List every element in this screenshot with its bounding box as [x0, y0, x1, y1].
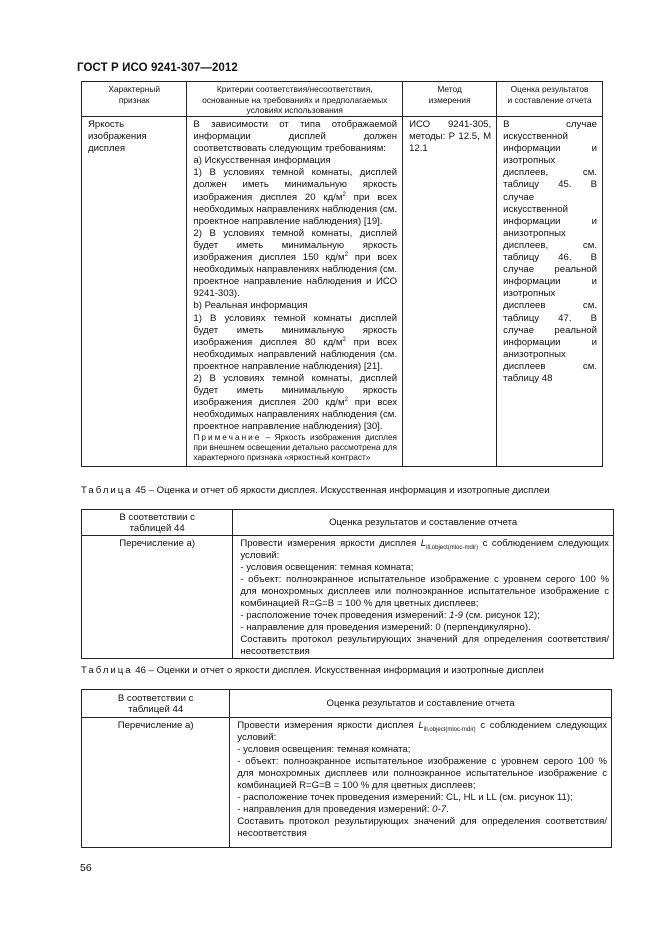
criteria-real-1: 1) В условиях темной комнаты дисплей будет иметь минимальную яркость изображения дисплея 80 $кд/м^2$ при всех необходимых направлений наблюдения (см. проектное направление наблюдения) [21]. — [193, 312, 398, 372]
table45-caption-text: 45 – Оценка и отчет об яркости дисплея. Искусственная информация и изотропные дисплеи — [132, 485, 550, 496]
table45-line-direction: - направление для проведения измерений: 0 (перпендикулярно). — [240, 622, 531, 633]
main-table-row — [82, 117, 603, 467]
table45-caption-label: Таблица — [81, 485, 133, 496]
table46-caption-label: Таблица — [81, 665, 133, 676]
table46-header-right: Оценка результатов и составление отчета — [230, 690, 612, 718]
table46-line-report: Составить протокол результирующих значений для определения соответствия/несоответствия — [237, 816, 607, 839]
table45-header-right: Оценка результатов и составление отчета — [233, 510, 614, 536]
table45-header-row — [82, 510, 614, 536]
table45-line-report: Составить протокол результирующих значений для определения соответствия/несоответствия — [240, 634, 609, 657]
header-feature: Характерный признак — [82, 82, 187, 117]
table45-row-label: Перечисление а) — [82, 536, 233, 659]
table46-caption — [81, 665, 609, 676]
criteria-intro: В зависимости от типа отображаемой информации дисплей должен соответствовать следующим требованиям: — [193, 119, 398, 155]
table46-luminance-subscript: ill,object(mloc-mdir) — [423, 726, 476, 733]
criteria-artificial-2: 2) В условиях темной комнаты, дисплей будет иметь минимальную яркость изображения дисплея 150 $кд/м^2$ при всех необходимых направлениях наблюдения (см. проектное направление наблюдения и ИСО 9241-303). — [193, 227, 398, 300]
table46-line-measure: Провести измерения яркости дисплея $L_{ill,object(mloc-mdir)}$ с соблюдением следующих условий: — [237, 720, 607, 743]
feature-cell: Яркость изображения дисплея — [82, 117, 187, 467]
table46-line-lighting: - условия освещения: темная комната; — [237, 744, 411, 755]
table45-luminance-symbol: L — [420, 538, 427, 549]
criteria-note — [193, 433, 397, 462]
table45-header-left: В соответствии с таблицей 44 — [82, 510, 233, 536]
table46-row-label: Перечисление а) — [82, 718, 230, 848]
criteria-real-heading: b) Реальная информация — [193, 300, 308, 312]
table46-line-points: - расположение точек проведения измерений: CL, HL и LL (см. рисунок 11); — [237, 792, 573, 803]
table46-luminance-symbol: L — [418, 720, 424, 731]
header-criteria: Критерии соответствия/несоответствия, основанные на требованиях и предполагаемых условиях использования — [187, 82, 403, 117]
table46-row-content — [230, 718, 612, 848]
method-cell: ИСО 9241-305, методы: Р 12.5, М 12.1 — [403, 117, 497, 467]
criteria-real-2: 2) В условиях темной комнаты, дисплей будет иметь минимальную яркость изображения дисплея 200 $кд/м^2$ при всех необходимых направлениях наблюдения (см. проектное направление наблюдения) [30]. — [193, 372, 398, 433]
criteria-artificial-heading: a) Искусственная информация — [193, 155, 331, 167]
criteria-cell — [187, 117, 403, 467]
page-number: 56 — [80, 862, 92, 874]
table46-line-object: - объект: полноэкранное испытательное изображение с уровнем серого 100 % для монохромных дисплеев или полноэкранное испытательное изображение с комбинацией R=G=B = 100 % для цветных дисплеев; — [237, 756, 607, 791]
table45-line-lighting: - условия освещения: темная комната; — [240, 562, 414, 573]
evaluation-cell: В случае искусственной информации и изотропных дисплеев, см. таблицу 45. В случае искусственной информации и анизотропных дисплеев, см. таблицу 46. В случае реальной информации и изотропных дисплеев см. таблицу 47. В случае реальной информации и анизотропных дисплеев см. таблицу 48 — [497, 117, 603, 467]
table45-luminance-subscript: ill,object(mloc-mdir) — [426, 544, 479, 551]
header-evaluation: Оценка результатов и составление отчета — [497, 82, 603, 117]
table45-caption — [81, 485, 609, 496]
table46-header-left: В соответствии с таблицей 44 — [82, 690, 230, 718]
table46-row — [82, 718, 612, 848]
table45-row — [82, 536, 614, 659]
table45-line-object: - объект: полноэкранное испытательное изображение с уровнем серого 100 % для монохромных дисплеев или полноэкранное испытательное изображение с комбинацией R=G=B = 100 % для цветных дисплеев; — [240, 574, 609, 609]
main-table-header-row — [82, 82, 603, 117]
header-method: Метод измерения — [403, 82, 497, 117]
note-text: – Яркость изображения дисплея при внешнем освещении детально рассмотрена для характерного признака «яркостный контраст» — [193, 432, 398, 462]
table46-header-row — [82, 690, 612, 718]
main-table — [81, 81, 603, 467]
table46-caption-text: 46 – Оценки и отчет о яркости дисплея. Искусственная информация и изотропные дисплеи — [132, 665, 544, 676]
table45-line-points: - расположение точек проведения измерений: 1-9 (см. рисунок 12); — [240, 610, 540, 621]
criteria-artificial-1: 1) В условиях темной комнаты, дисплей должен иметь минимальную яркость изображения дисплея 20 $кд/м^2$ при всех необходимых направлениях наблюдения (см. проектное направление наблюдения) [19]. — [193, 167, 398, 227]
table45-row-content — [233, 536, 614, 659]
table45-line-measure: Провести измерения яркости дисплея $L_{ill,object(mloc-mdir)}$ с соблюдением следующих условий: — [240, 538, 609, 561]
note-label: Примечание — [193, 432, 262, 443]
document-title: ГОСТ Р ИСО 9241-307—2012 — [77, 62, 238, 74]
table46 — [81, 689, 612, 848]
table46-line-direction: - направления для проведения измерений: 0-7. — [237, 804, 449, 815]
table45 — [81, 509, 614, 659]
